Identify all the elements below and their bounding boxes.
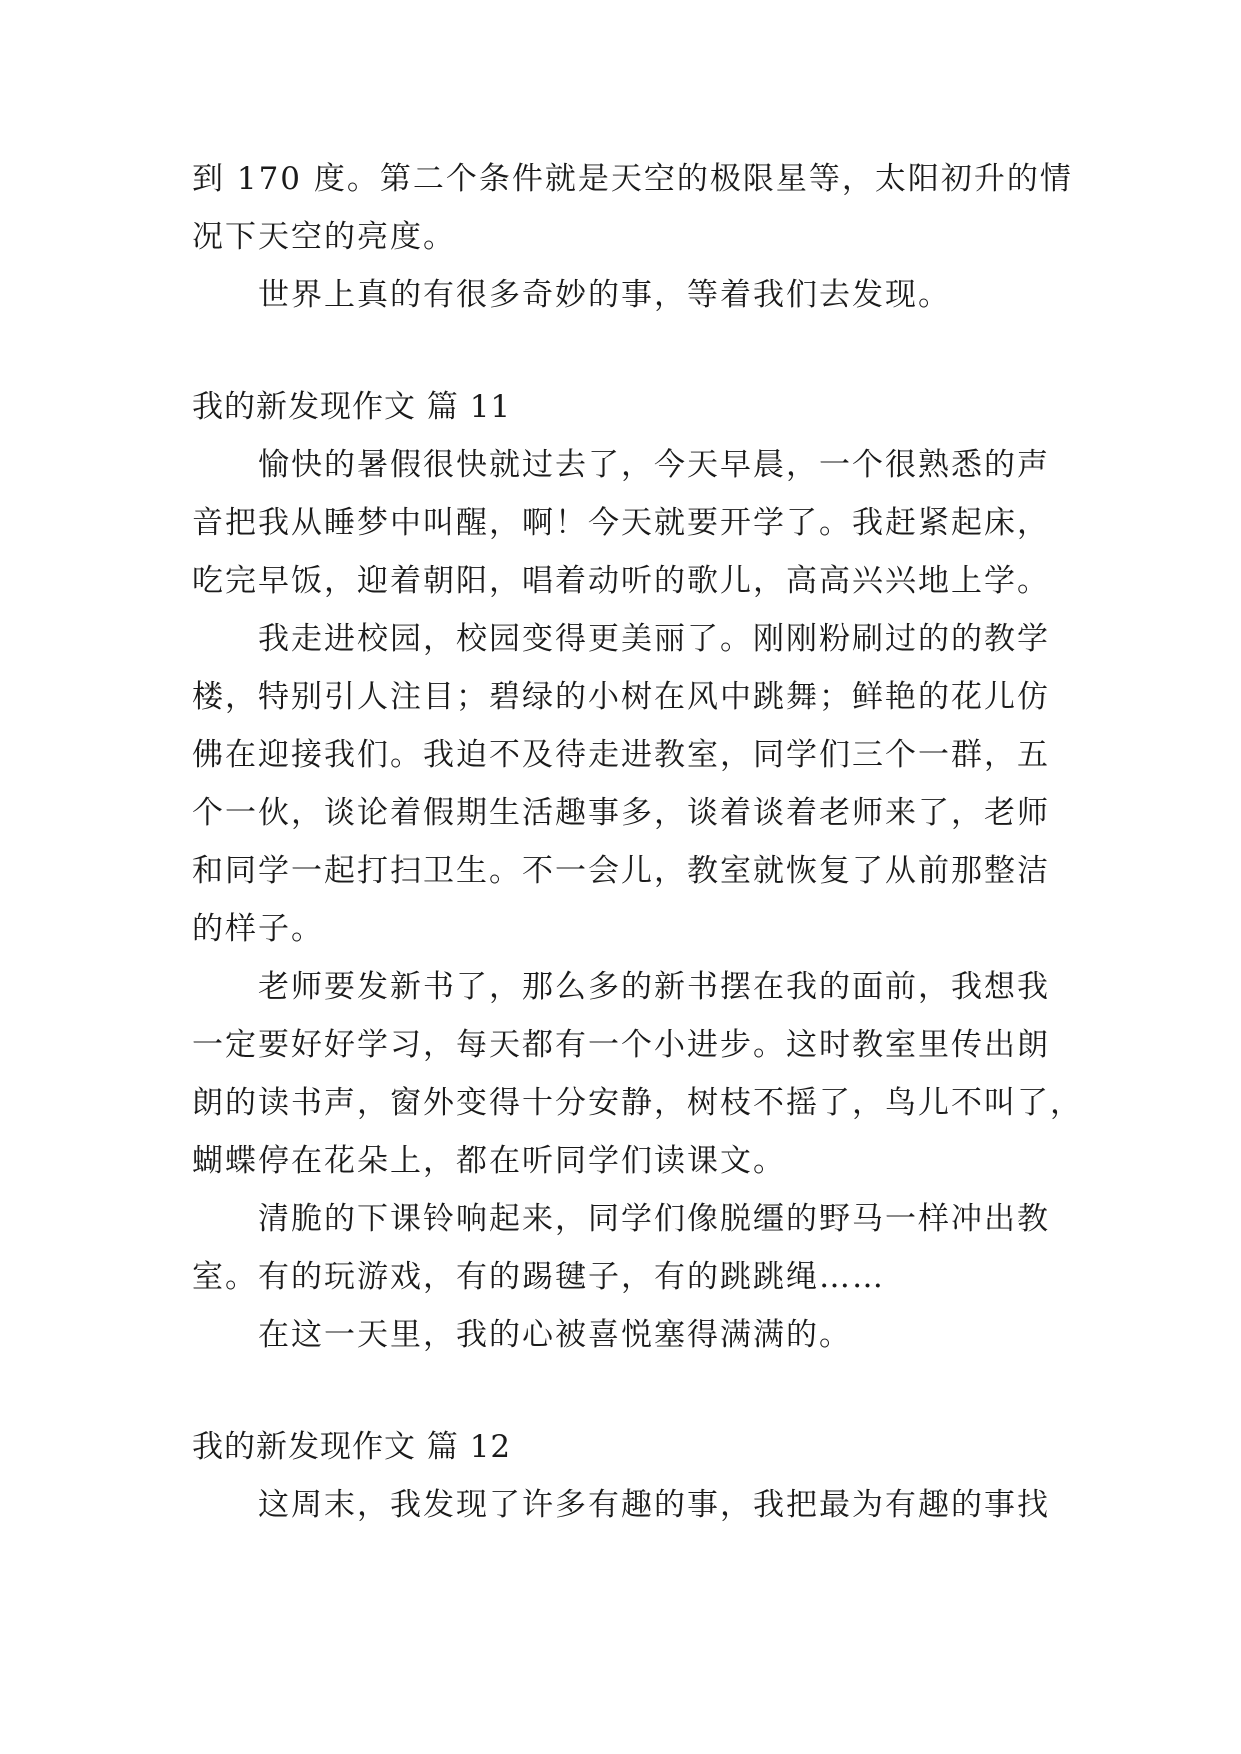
paragraph-line: 愉快的暑假很快就过去了，今天早晨，一个很熟悉的声 bbox=[258, 447, 1050, 483]
paragraph-line: 一定要好好学习，每天都有一个小进步。这时教室里传出朗 bbox=[192, 1027, 1050, 1063]
section-gap bbox=[192, 324, 1057, 378]
paragraph-line: 在这一天里，我的心被喜悦塞得满满的。 bbox=[258, 1317, 852, 1353]
paragraph-line: 老师要发新书了，那么多的新书摆在我的面前，我想我 bbox=[258, 969, 1050, 1005]
paragraph-line: 音把我从睡梦中叫醒，啊！今天就要开学了。我赶紧起床， bbox=[192, 505, 1050, 541]
paragraph-line: 到 170 度。第二个条件就是天空的极限星等，太阳初升的情 bbox=[192, 161, 1073, 197]
paragraph-line: 朗的读书声，窗外变得十分安静，树枝不摇了，鸟儿不叫了， bbox=[192, 1085, 1083, 1121]
document-page bbox=[192, 150, 1083, 1534]
paragraph-line: 的样子。 bbox=[192, 911, 324, 947]
paragraph-line: 吃完早饭，迎着朝阳，唱着动听的歌儿，高高兴兴地上学。 bbox=[192, 563, 1050, 599]
paragraph-line: 和同学一起打扫卫生。不一会儿，教室就恢复了从前那整洁 bbox=[192, 853, 1050, 889]
section-title-11: 我的新发现作文 篇 11 bbox=[192, 389, 512, 425]
paragraph-line: 我走进校园，校园变得更美丽了。刚刚粉刷过的的教学 bbox=[258, 621, 1050, 657]
paragraph-line: 楼，特别引人注目；碧绿的小树在风中跳舞；鲜艳的花儿仿 bbox=[192, 679, 1050, 715]
paragraph-line: 这周末，我发现了许多有趣的事，我把最为有趣的事找 bbox=[258, 1487, 1050, 1523]
paragraph-line: 清脆的下课铃响起来，同学们像脱缰的野马一样冲出教 bbox=[258, 1201, 1050, 1237]
paragraph-line: 室。有的玩游戏，有的踢毽子，有的跳跳绳…… bbox=[192, 1259, 885, 1295]
paragraph-line: 蝴蝶停在花朵上，都在听同学们读课文。 bbox=[192, 1143, 786, 1179]
section-title-12: 我的新发现作文 篇 12 bbox=[192, 1429, 512, 1465]
section-gap bbox=[192, 1364, 1057, 1418]
paragraph-line: 世界上真的有很多奇妙的事，等着我们去发现。 bbox=[258, 277, 951, 313]
paragraph-line: 个一伙，谈论着假期生活趣事多，谈着谈着老师来了，老师 bbox=[192, 795, 1050, 831]
paragraph-line: 况下天空的亮度。 bbox=[192, 219, 456, 255]
paragraph-line: 佛在迎接我们。我迫不及待走进教室，同学们三个一群，五 bbox=[192, 737, 1050, 773]
